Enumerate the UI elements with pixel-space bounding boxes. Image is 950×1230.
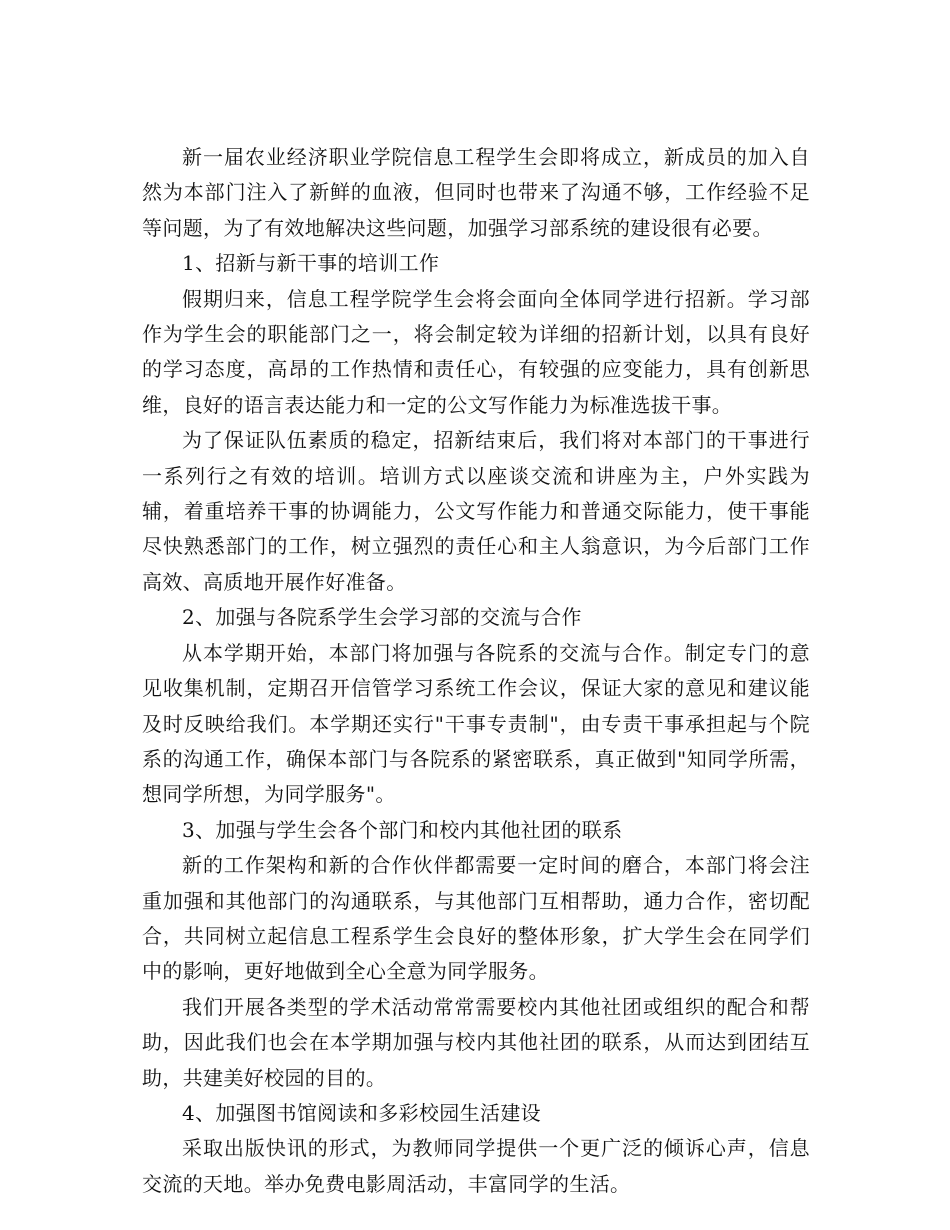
section-heading-departments: 3、加强与学生会各个部门和校内其他社团的联系 — [182, 817, 623, 842]
document-body — [142, 140, 810, 1202]
recruitment-paragraph: 假期归来，信息工程学院学生会将会面向全体同学进行招新。学习部作为学生会的职能部门之一，将会制定较为详细的招新计划，以具有良好的学习态度，高昂的工作热情和责任心，有较强的应变能力，具有创新思维，良好的语言表达能力和一定的公文写作能力为标准选拔干事。 — [142, 286, 810, 417]
section-heading-library: 4、加强图书馆阅读和多彩校园生活建设 — [182, 1100, 542, 1125]
section-heading-recruitment: 1、招新与新干事的培训工作 — [182, 251, 440, 276]
training-paragraph: 为了保证队伍素质的稳定，招新结束后，我们将对本部门的干事进行一系列行之有效的培训。培训方式以座谈交流和讲座为主，户外实践为辅，着重培养干事的协调能力，公文写作能力和普通交际能力，使干事能尽快熟悉部门的工作，树立强烈的责任心和主人翁意识，为今后部门工作高效、高质地开展作好准备。 — [142, 428, 810, 594]
intro-paragraph: 新一届农业经济职业学院信息工程学生会即将成立，新成员的加入自然为本部门注入了新鲜的血液，但同时也带来了沟通不够，工作经验不足等问题，为了有效地解决这些问题，加强学习部系统的建设很有必要。 — [142, 145, 810, 240]
library-paragraph: 采取出版快讯的形式，为教师同学提供一个更广泛的倾诉心声，信息交流的天地。举办免费电影周活动，丰富同学的生活。 — [142, 1136, 810, 1196]
departments-paragraph: 新的工作架构和新的合作伙伴都需要一定时间的磨合，本部门将会注重加强和其他部门的沟通联系，与其他部门互相帮助，通力合作，密切配合，共同树立起信息工程系学生会良好的整体形象，扩大学生会在同学们中的影响，更好地做到全心全意为同学服务。 — [142, 853, 810, 984]
clubs-paragraph: 我们开展各类型的学术活动常常需要校内其他社团或组织的配合和帮助，因此我们也会在本学期加强与校内其他社团的联系，从而达到团结互助，共建美好校园的目的。 — [142, 994, 810, 1090]
section-heading-cooperation: 2、加强与各院系学生会学习部的交流与合作 — [182, 605, 582, 630]
cooperation-paragraph: 从本学期开始，本部门将加强与各院系的交流与合作。制定专门的意见收集机制，定期召开信管学习系统工作会议，保证大家的意见和建议能及时反映给我们。本学期还实行"干事专责制"，由专责干事承担起与个院系的沟通工作，确保本部门与各院系的紧密联系，真正做到"知同学所需，想同学所想，为同学服务"。 — [142, 640, 810, 807]
